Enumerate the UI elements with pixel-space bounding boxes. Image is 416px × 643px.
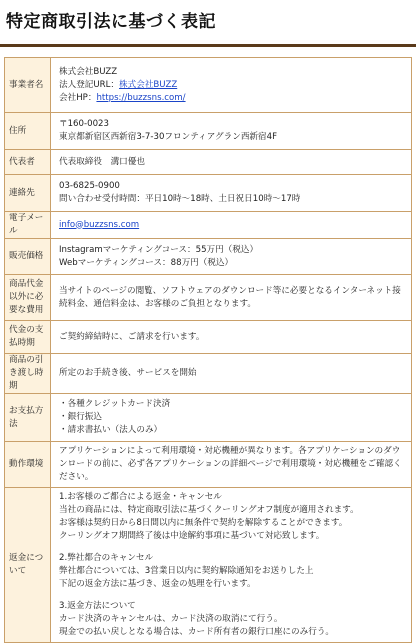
row-delivery — [5, 354, 412, 394]
corp-registry-link[interactable]: 株式会社BUZZ — [119, 79, 178, 90]
row-address — [5, 113, 412, 150]
refund-section-3-text: カード決済のキャンセルは、カード決済の取消にて行う。 — [59, 614, 283, 624]
contact-hours: 問い合わせ受付時間：平日10時〜18時、土日祝日10時〜17時 — [59, 194, 301, 204]
legal-info-table — [4, 57, 412, 643]
row-company — [5, 58, 412, 113]
company-site-label: 会社HP： — [59, 92, 97, 103]
company-name: 株式会社BUZZ — [59, 66, 118, 77]
refund-section-1-text: クーリングオフ期間終了後は中途解約事項に基づいて対応致します。 — [59, 531, 325, 541]
payment-timing-value: ご契約締結時に、ご請求を行います。 — [51, 321, 412, 354]
refund-section-1-text: 当社の商品には、特定商取引法に基づくクーリングオフ制度が適用されます。 — [59, 505, 359, 515]
email-link[interactable]: info@buzzsns.com — [59, 219, 140, 230]
corp-registry-label: 法人登記URL： — [59, 79, 120, 90]
row-label-refund: 返金について — [5, 488, 51, 643]
company-site-link[interactable]: https://buzzsns.com/ — [96, 92, 186, 103]
refund-section-2-text: 下記の返金方法に基づき、返金の処理を行います。 — [59, 579, 256, 589]
payment-method-item: ・請求書払い（法人のみ） — [59, 425, 163, 435]
row-label-other-fees: 商品代金以外に必要な費用 — [5, 275, 51, 321]
postal-code: 〒160-0023 — [59, 119, 109, 129]
refund-section-1-text: お客様は契約日から8日間以内に無条件で契約を解除することができます。 — [59, 518, 348, 528]
row-label-email: 電子メール — [5, 212, 51, 239]
row-label-payment-methods: お支払方法 — [5, 394, 51, 442]
row-environment — [5, 442, 412, 488]
page-title: 特定商取引法に基づく表記 — [6, 12, 216, 32]
refund-section-2-text: 弊社都合については、3営業日以内に契約解除通知をお送りした上 — [59, 566, 314, 576]
row-payment-methods — [5, 394, 412, 442]
row-label-payment-timing: 代金の支払時期 — [5, 321, 51, 354]
payment-method-item: ・各種クレジットカード決済 — [59, 399, 171, 409]
title-divider — [0, 44, 416, 47]
price-instagram: Instagramマーケティングコース：55万円（税込） — [59, 244, 259, 255]
row-representative — [5, 150, 412, 175]
row-label-environment: 動作環境 — [5, 442, 51, 488]
other-fees-value: 当サイトのページの閲覧、ソフトウェアのダウンロード等に必要となるインターネット接続料金、通信料金は、お客様のご負担となります。 — [51, 275, 412, 321]
row-refund — [5, 488, 412, 643]
row-email — [5, 212, 412, 239]
row-other-fees — [5, 275, 412, 321]
refund-section-1-title: 1.お客様のご都合による返金・キャンセル — [59, 492, 222, 502]
refund-section-2-title: 2.弊社都合のキャンセル — [59, 553, 154, 563]
price-web: Webマーケティングコース：88万円（税込） — [59, 257, 234, 268]
row-label-price: 販売価格 — [5, 239, 51, 275]
refund-section-3-text: 現金での払い戻しとなる場合は、カード所有者の銀行口座にのみ行う。 — [59, 627, 335, 637]
environment-value: アプリケーションによって利用環境・対応機種が異なります。各アプリケーションのダウンロードの前に、必ず各アプリケーションの詳細ページで利用環境・対応機種をご確認ください。 — [51, 442, 412, 488]
row-payment-timing — [5, 321, 412, 354]
payment-method-item: ・銀行振込 — [59, 412, 102, 422]
refund-section-3-title: 3.返金方法について — [59, 601, 136, 611]
row-label-representative: 代表者 — [5, 150, 51, 175]
row-contact — [5, 175, 412, 212]
row-price — [5, 239, 412, 275]
address-line: 東京都新宿区西新宿3-7-30フロンティアグラン西新宿4F — [59, 132, 278, 142]
row-label-address: 住所 — [5, 113, 51, 150]
delivery-value: 所定のお手続き後、サービスを開始 — [51, 354, 412, 394]
row-label-company: 事業者名 — [5, 58, 51, 113]
representative-value: 代表取締役 溝口優也 — [51, 150, 412, 175]
phone-number: 03-6825-0900 — [59, 181, 120, 191]
row-label-contact: 連絡先 — [5, 175, 51, 212]
row-label-delivery: 商品の引き渡し時期 — [5, 354, 51, 394]
